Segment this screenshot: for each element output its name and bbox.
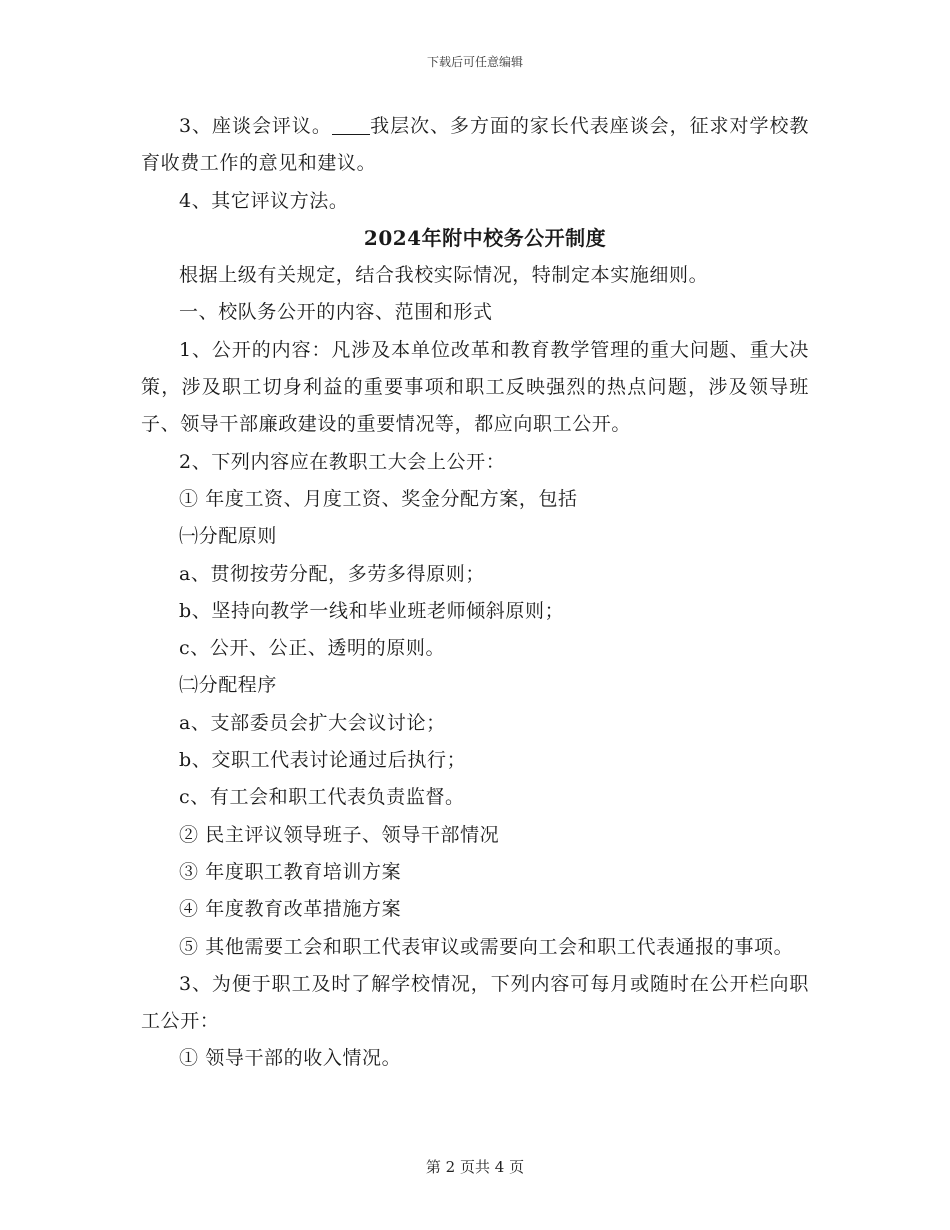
paragraph-16: ② 民主评议领导班子、领导干部情况 [179, 823, 500, 846]
paragraph-6: 2、下列内容应在教职工大会上公开： [179, 450, 506, 473]
paragraph-3: 根据上级有关规定，结合我校实际情况，特制定本实施细则。 [179, 264, 709, 287]
paragraph-2: 4、其它评议方法。 [179, 189, 349, 212]
paragraph-17: ③ 年度职工教育培训方案 [179, 860, 402, 883]
fill-blank [332, 115, 370, 135]
paragraph-4: 一、校队务公开的内容、范围和形式 [179, 301, 493, 324]
document-body [141, 108, 809, 1078]
paragraph-1-end: 我层次、多方面的家长代表座谈会，征求对学校教育收费工作的意见和建议。 [141, 115, 810, 175]
paragraph-18: ④ 年度教育改革措施方案 [179, 898, 402, 921]
paragraph-21: ① 领导干部的收入情况。 [179, 1047, 402, 1070]
paragraph-8: ㈠分配原则 [179, 525, 278, 548]
paragraph-14: b、交职工代表讨论通过后执行； [179, 749, 467, 772]
paragraph-15: c、有工会和职工代表负责监督。 [179, 786, 465, 809]
paragraph-5: 1、公开的内容：凡涉及本单位改革和教育教学管理的重大问题、重大决策，涉及职工切身利益的重要事项和职工反映强烈的热点问题，涉及领导班子、领导干部廉政建设的重要情况等，都应向职工公开。 [141, 338, 809, 436]
paragraph-19: ⑤ 其他需要工会和职工代表审议或需要向工会和职工代表通报的事项。 [179, 935, 794, 958]
page-footer: 第 2 页共 4 页 [425, 1158, 525, 1176]
paragraph-11: c、公开、公正、透明的原则。 [179, 637, 446, 660]
paragraph-7: ① 年度工资、月度工资、奖金分配方案，包括 [179, 487, 578, 510]
paragraph-1-start: 3、座谈会评议。 [179, 115, 332, 137]
page-header: 下载后可任意编辑 [426, 55, 523, 69]
paragraph-12: ㈡分配程序 [179, 674, 278, 697]
paragraph-9: a、贯彻按劳分配，多劳多得原则； [179, 562, 485, 585]
paragraph-1 [141, 108, 809, 183]
paragraph-13: a、支部委员会扩大会议讨论； [179, 711, 446, 734]
paragraph-10: b、坚持向教学一线和毕业班老师倾斜原则； [179, 599, 565, 622]
paragraph-20: 3、为便于职工及时了解学校情况，下列内容可每月或随时在公开栏向职工公开： [141, 972, 809, 1033]
section-title: 2024年附中校务公开制度 [363, 225, 607, 250]
